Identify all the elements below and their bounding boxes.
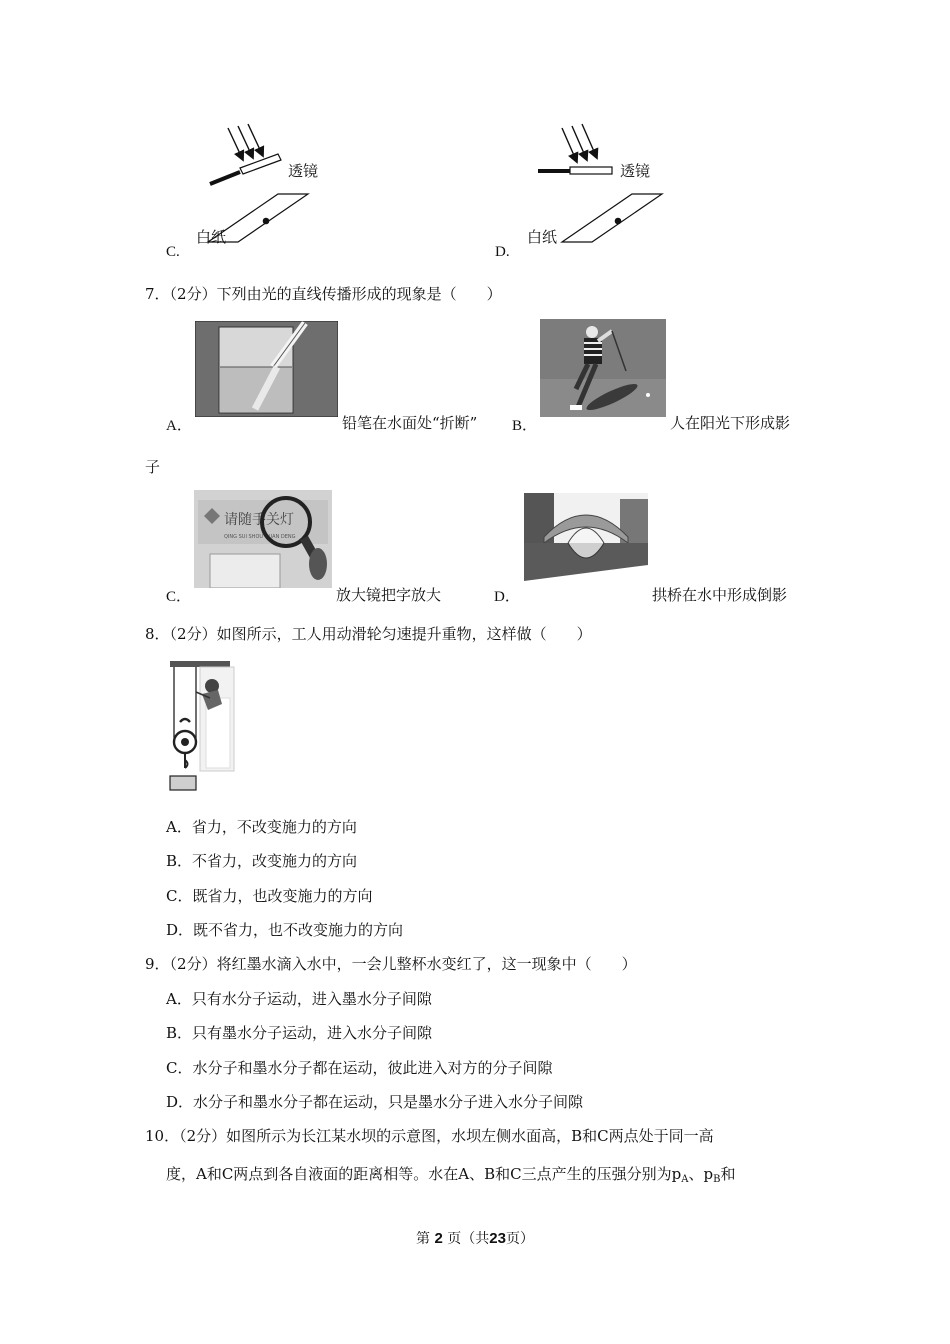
photo-magnifier-sign xyxy=(194,490,332,588)
q8-option-a: A．省力，不改变施力的方向 xyxy=(166,818,357,836)
q7-option-c-letter: C． xyxy=(166,589,192,605)
q7-option-a-letter: A． xyxy=(166,418,192,434)
page-footer: 第 2 页（共23页） xyxy=(416,1230,534,1247)
q8-option-d: D．既不省力，也不改变施力的方向 xyxy=(166,921,404,939)
q7-option-a-text: 铅笔在水面处“折断” xyxy=(342,414,478,432)
question-7-stem: 7．（2分）下列由光的直线传播形成的现象是（ ） xyxy=(145,285,502,303)
paper-label-d: 白纸 xyxy=(527,228,558,246)
page-number: 2 xyxy=(434,1230,443,1247)
photo-arch-bridge-reflection xyxy=(524,493,648,587)
q7-option-b-wrap: 子 xyxy=(145,458,161,476)
q10-line2-text: 度，A和C两点到各自液面的距离相等。水在A、B和C三点产生的压强分别为 xyxy=(166,1165,672,1183)
q7-option-b-letter: B． xyxy=(512,418,538,434)
paper-label-c: 白纸 xyxy=(196,228,227,246)
q9-option-a: A．只有水分子运动，进入墨水分子间隙 xyxy=(166,990,432,1008)
question-8-stem: 8．（2分）如图所示，工人用动滑轮匀速提升重物，这样做（ ） xyxy=(145,625,592,643)
pressure-b: $p_B$ xyxy=(703,1165,721,1185)
q7-option-d-text: 拱桥在水中形成倒影 xyxy=(652,586,788,604)
q7-option-d-letter: D． xyxy=(494,589,520,605)
q7-option-c-text: 放大镜把字放大 xyxy=(336,586,442,604)
q8-option-b: B．不省力，改变施力的方向 xyxy=(166,852,358,870)
q8-option-c: C．既省力，也改变施力的方向 xyxy=(166,887,373,905)
option-letter-d: D. xyxy=(495,244,510,260)
q9-option-b: B．只有墨水分子运动，进入水分子间隙 xyxy=(166,1024,433,1042)
lens-label-d: 透镜 xyxy=(620,162,651,180)
question-10-line1: 10．（2分）如图所示为长江某水坝的示意图，水坝左侧水面高，B和C两点处于同一高 xyxy=(145,1127,714,1145)
option-letter-c: C. xyxy=(166,244,180,260)
sign-text: 请随手关灯 xyxy=(224,512,294,528)
question-10-line2: 度，A和C两点到各自液面的距离相等。水在A、B和C三点产生的压强分别为$p_A$、$p_B$和 xyxy=(166,1165,736,1185)
question-9-stem: 9．（2分）将红墨水滴入水中，一会儿整杯水变红了，这一现象中（ ） xyxy=(145,955,637,973)
photo-golfer-shadow xyxy=(540,319,666,417)
page-total: 23 xyxy=(489,1230,506,1247)
lens-label-c: 透镜 xyxy=(288,162,319,180)
pulley-diagram xyxy=(166,658,238,794)
pressure-a: $p_A$ xyxy=(671,1165,689,1185)
photo-pencil-in-water xyxy=(195,321,338,417)
q7-option-b-text: 人在阳光下形成影 xyxy=(670,414,791,432)
q9-option-d: D．水分子和墨水分子都在运动，只是墨水分子进入水分子间隙 xyxy=(166,1093,584,1111)
sign-subtext: QING SUI SHOU GUAN DENG xyxy=(224,534,296,540)
q9-option-c: C．水分子和墨水分子都在运动，彼此进入对方的分子间隙 xyxy=(166,1059,553,1077)
